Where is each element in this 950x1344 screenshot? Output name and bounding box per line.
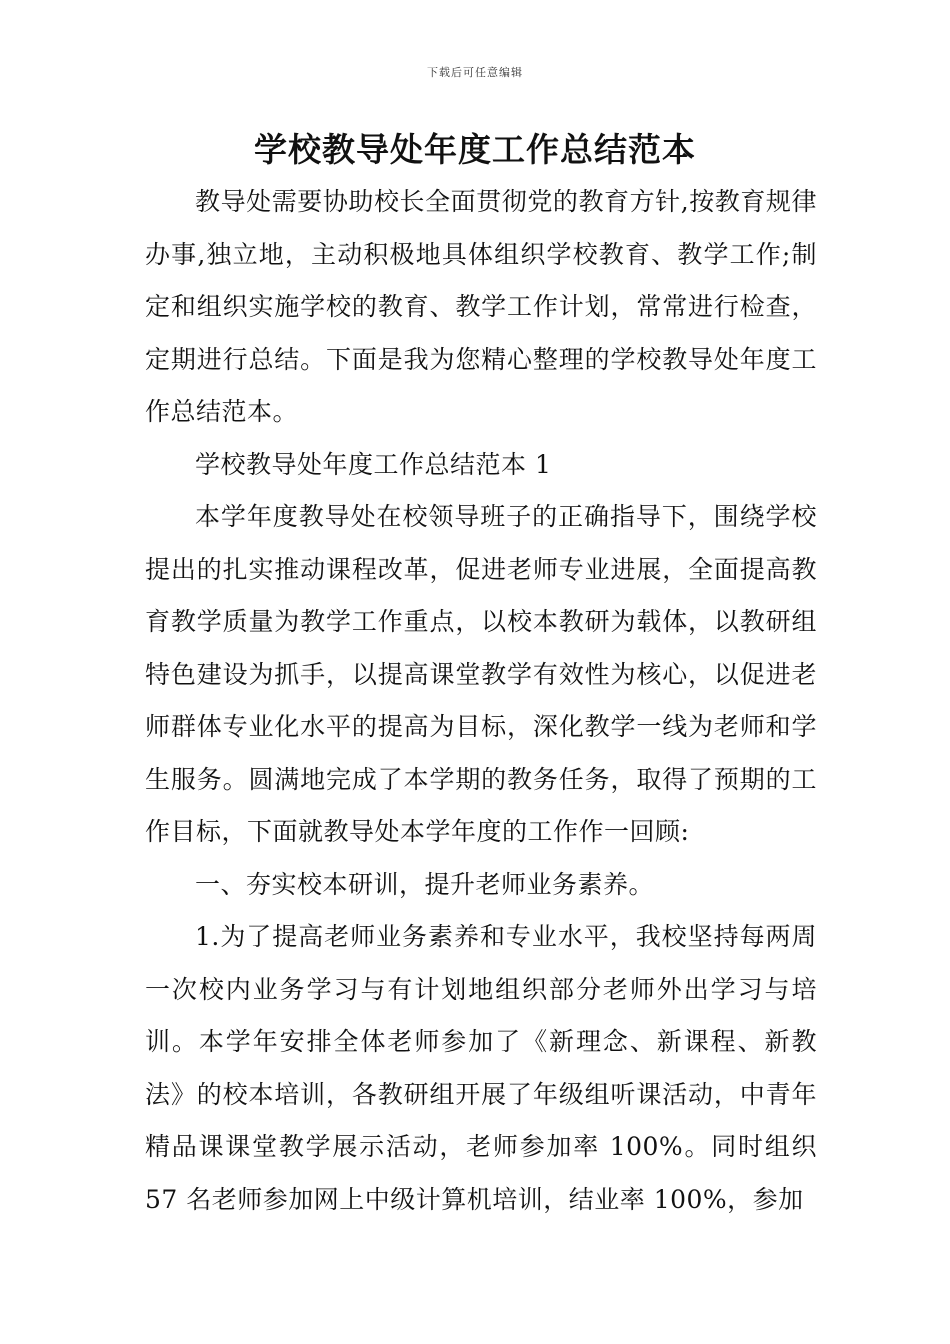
- document-body: [145, 176, 817, 1226]
- summary-paragraph: 本学年度教导处在校领导班子的正确指导下，围绕学校提出的扎实推动课程改革，促进老师专业进展，全面提高教育教学质量为教学工作重点，以校本教研为载体，以教研组特色建设为抓手，以提高课堂教学有效性为核心，以促进老师群体专业化水平的提高为目标，深化教学一线为老师和学生服务。圆满地完成了本学期的教务任务，取得了预期的工作目标，下面就教导处本学年度的工作作一回顾:: [145, 502, 817, 846]
- item-paragraph: 1.为了提高老师业务素养和专业水平，我校坚持每两周一次校内业务学习与有计划地组织部分老师外出学习与培训。本学年安排全体老师参加了《新理念、新课程、新教法》的校本培训，各教研组开展了年级组听课活动，中青年精品课课堂教学展示活动，老师参加率 100%。同时组织 57 名老师参加网上中级计算机培训，结业率 100%，参加: [145, 922, 817, 1214]
- subsection-heading: 一、夯实校本研训，提升老师业务素养。: [195, 869, 655, 899]
- intro-paragraph: 教导处需要协助校长全面贯彻党的教育方针,按教育规律办事,独立地，主动积极地具体组织学校教育、教学工作;制定和组织实施学校的教育、教学工作计划，常常进行检查，定期进行总结。下面是我为您精心整理的学校教导处年度工作总结范本。: [145, 187, 817, 426]
- section-heading: 学校教导处年度工作总结范本 1: [195, 449, 552, 479]
- header-note: 下载后可任意编辑: [427, 66, 523, 79]
- document-title: 学校教导处年度工作总结范本: [254, 130, 696, 169]
